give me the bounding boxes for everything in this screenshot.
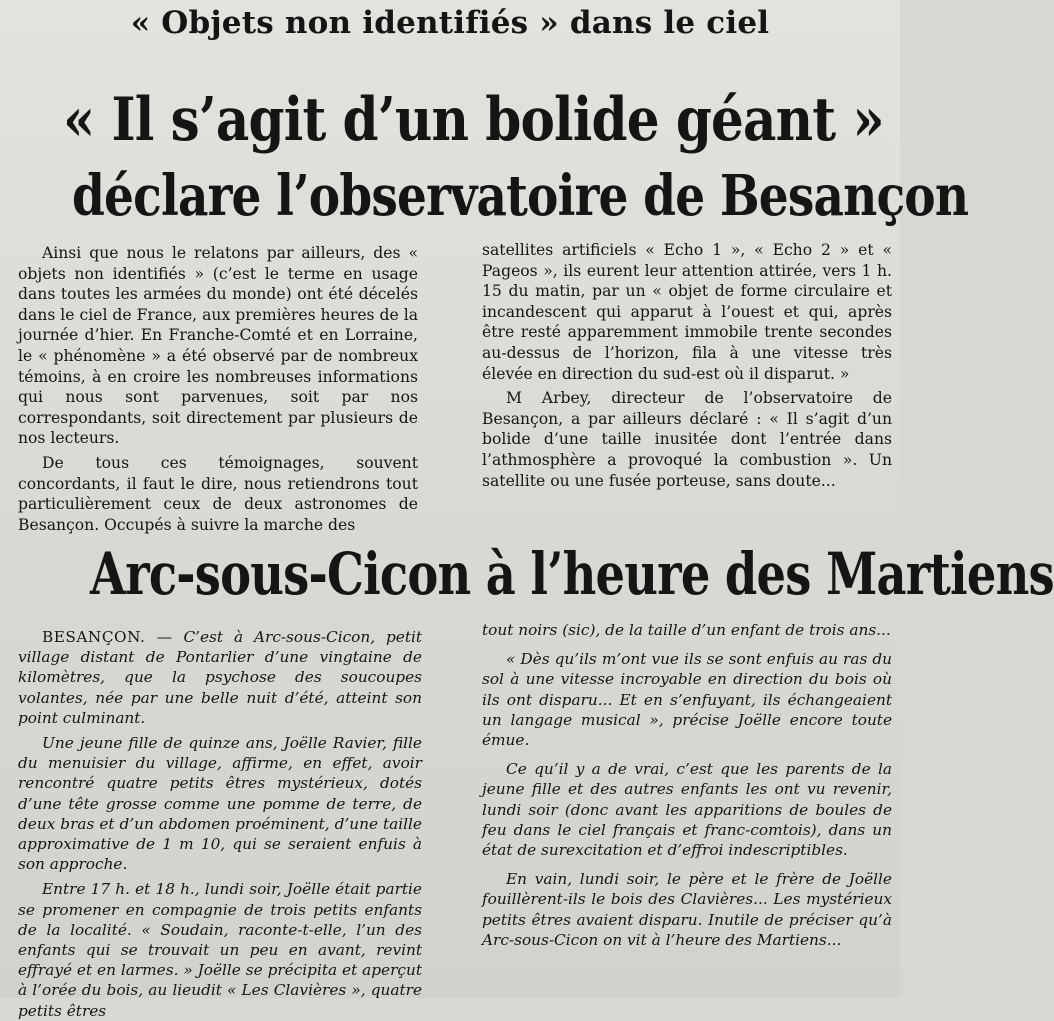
article-column-2 [482,240,892,491]
story-paragraph [18,627,422,728]
article-paragraph: De tous ces témoignages, souvent concordants, il faut le dire, nous retiendrons tout particulièrement ceux de deux astronomes de Besançon. Occupés à suivre la marche des [18,453,418,534]
story-paragraph: Ce qu’il y a de vrai, c’est que les parents de la jeune fille et des autres enfants les ont vu revenir, lundi soir (donc avant les apparitions de boules de feu dans le ciel français et franc-comtois), dans un état de surexcitation et d’effroi indescriptibles. [482,760,892,860]
story-paragraph: En vain, lundi soir, le père et le frère de Joëlle fouillèrent-ils le bois des Clavières... Les mystérieux petits êtres avaient disparu. Inutile de préciser qu’à Arc-sous-Cicon on vit à l’heure des Martiens... [482,870,892,949]
story-paragraph: Une jeune fille de quinze ans, Joëlle Ravier, fille du menuisier du village, affirme, en effet, avoir rencontré quatre petits êtres mystérieux, dotés d’une tête grosse comme une pomme de terre, de deux bras et d’un abdomen proéminent, d’une taille approximative de 1 m 10, qui se seraient enfuis à son approche. [18,734,422,874]
article-paragraph: Ainsi que nous le relatons par ailleurs, des « objets non identifiés » (c’est le terme en usage dans toutes les armées du monde) ont été décelés dans le ciel de France, aux premières heures de la journée d’hier. En Franche-Comté et en Lorraine, le « phénomène » a été observé par de nombreux témoins, à en croire les nombreuses informations qui nous sont parvenues, soit par nos correspondants, soit directement par plusieurs de nos lecteurs. [18,244,418,448]
story-column-1 [18,627,422,1021]
story-column-2 [482,620,892,950]
article-paragraph: M Arbey, directeur de l’observatoire de Besançon, a par ailleurs déclaré : « Il s’agit d’un bolide d’une taille inusitée dont l’entrée dans l’athmosphère a provoqué la combustion ». Un satellite ou une fusée porteuse, sans doute... [482,389,892,490]
story-headline: Arc-sous-Cicon à l’heure des Martiens [90,540,1054,608]
article-column-1 [18,243,418,535]
main-headline: « Il s’agit d’un bolide géant » [63,85,884,155]
story-paragraph: Entre 17 h. et 18 h., lundi soir, Joëlle était partie se promener en compagnie de trois petits enfants de la localité. « Soudain, raconte-t-elle, l’un des enfants qui se trouvait un peu en avant, revint effrayé et en larmes. » Joëlle se précipita et aperçut à l’orée du bois, au lieudit « Les Clavières », quatre petits êtres [18,880,422,1020]
kicker-headline: « Objets non identifiés » dans le ciel [130,5,770,41]
story-lead: C’est à Arc-sous-Cicon, petit village distant de Pontarlier d’une vingtaine de kilomètres, que la psychose des soucoupes volantes, née par une belle nuit d’été, atteint son point culminant. [18,628,422,727]
article-paragraph: satellites artificiels « Echo 1 », « Echo 2 » et « Pageos », ils eurent leur attention attirée, vers 1 h. 15 du matin, par un « objet de forme circulaire et incandescent qui apparut à l’ouest et qui, après être resté apparemment immobile trente secondes au-dessus de l’horizon, fila à une vitesse très élevée en direction du sud-est où il disparut. » [482,241,892,383]
dateline: BESANÇON. — [42,628,173,646]
story-paragraph: « Dès qu’ils m’ont vue ils se sont enfuis au ras du sol à une vitesse incroyable en direction du bois où ils ont disparu... Et en s’enfuyant, ils échangeaient un langage musical », précise Joëlle encore toute émue. [482,650,892,750]
main-subheadline: déclare l’observatoire de Besançon [72,163,969,229]
story-paragraph: tout noirs (sic), de la taille d’un enfant de trois ans... [482,621,891,639]
